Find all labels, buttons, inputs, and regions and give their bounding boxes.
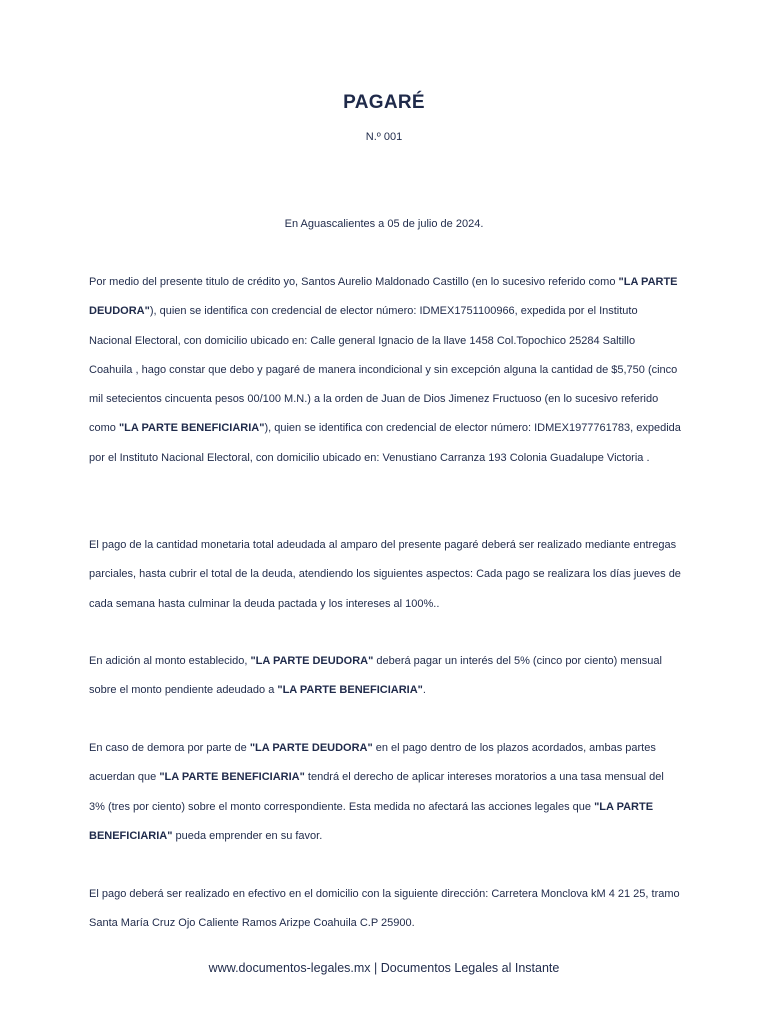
page-footer: www.documentos-legales.mx | Documentos Legales al Instante (208, 961, 560, 975)
party-beneficiary-label: "LA PARTE BENEFICIARIA" (277, 684, 423, 697)
paragraph-payment-address: El pago deberá ser realizado en efectivo en el domicilio con la siguiente dirección: Carretera Monclova kM 4 21 25, tramo Santa María Cruz Ojo Caliente Ramos Arizpe Coahuila C.P 25900. (89, 888, 680, 930)
document-title: PAGARÉ (343, 92, 425, 113)
party-debtor-label: "LA PARTE DEUDORA" (249, 742, 373, 754)
party-beneficiary-label: "LA PARTE BENEFICIARIA" (89, 800, 654, 842)
paragraph-interest: En adición al monto establecido, "LA PARTE DEUDORA" deberá pagar un interés del 5% (cinco por ciento) mensual sobre el monto pendiente adeudado a "LA PARTE BENEFICIARIA". (89, 655, 662, 697)
document-dateline: En Aguascalientes a 05 de julio de 2024. (284, 218, 484, 230)
paragraph-debt-declaration: Por medio del presente titulo de crédito yo, Santos Aurelio Maldonado Castillo (en lo sucesivo referido como "LA PARTE DEUDORA"), quien se identifica con credencial de elector número: IDMEX1751100966, expedida por el Instituto Nacional Electoral, con domicilio ubicado en: Calle general Ignacio de la llave 1458 Col.Topochico 25284 Saltillo Coahuila , hago constar que debo y pagaré de manera incondicional y sin excepción alguna la cantidad de $5,750 (cinco mil setecientos cincuenta pesos 00/100 M.N.) a la orden de Juan de Dios Jimenez Fructuoso (en lo sucesivo referido como "LA PARTE BENEFICIARIA"), quien se identifica con credencial de elector número: IDMEX1977761783, expedida por el Instituto Nacional Electoral, con domicilio ubicado en: Venustiano Carranza 193 Colonia Guadalupe Victoria . (89, 276, 681, 464)
party-beneficiary-label: "LA PARTE BENEFICIARIA" (159, 771, 305, 784)
party-beneficiary-label: "LA PARTE BENEFICIARIA" (118, 422, 265, 435)
paragraph-payment-terms: El pago de la cantidad monetaria total adeudada al amparo del presente pagaré deberá ser realizado mediante entregas parciales, hasta cubrir el total de la deuda, atendiendo los siguientes aspectos: Cada pago se realizara los días jueves de cada semana hasta culminar la deuda pactada y los intereses al 100%.. (89, 539, 681, 610)
party-debtor-label: "LA PARTE DEUDORA" (89, 276, 678, 318)
paragraph-late-payment: En caso de demora por parte de "LA PARTE DEUDORA" en el pago dentro de los plazos acordados, ambas partes acuerdan que "LA PARTE BENEFICIARIA" tendrá el derecho de aplicar intereses moratorios a una tasa mensual del 3% (tres por ciento) sobre el monto correspondiente. Esta medida no afectará las acciones legales que "LA PARTE BENEFICIARIA" pueda emprender en su favor. (89, 742, 664, 842)
document-number: N.º 001 (365, 131, 403, 143)
party-debtor-label: "LA PARTE DEUDORA" (250, 655, 374, 667)
